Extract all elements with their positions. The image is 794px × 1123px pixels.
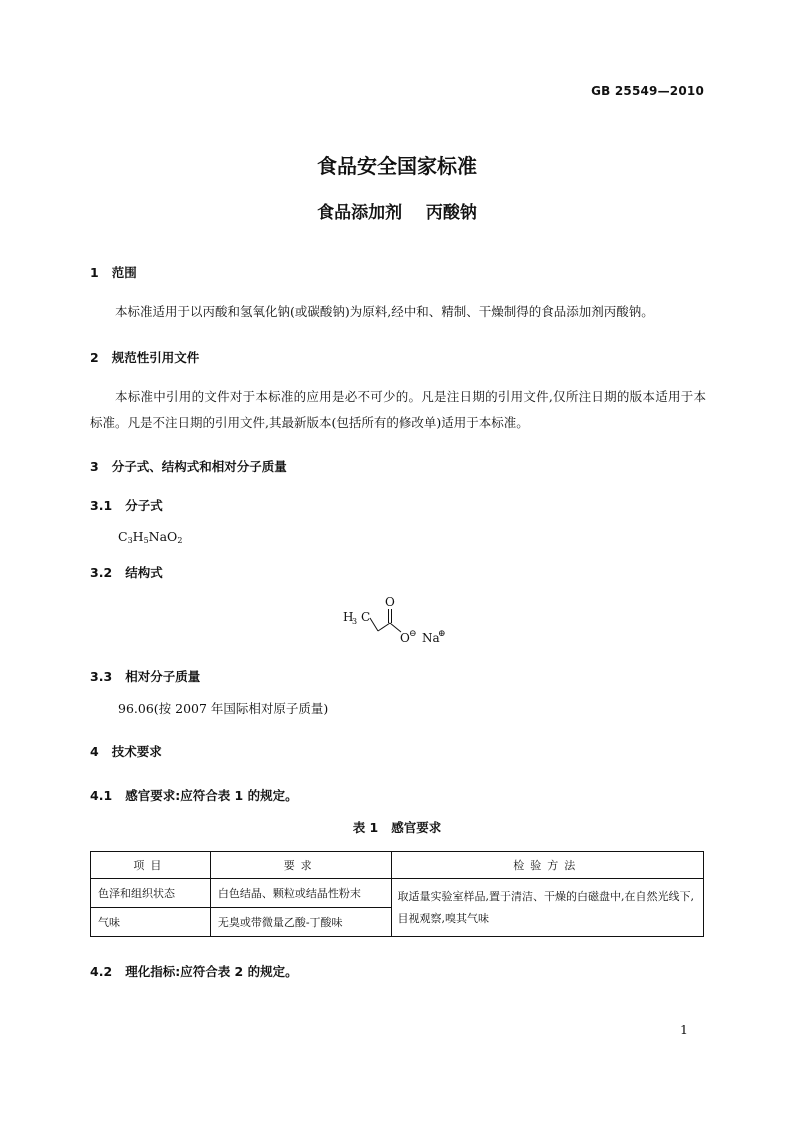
item-cell: 气味 (91, 908, 211, 937)
header-test-method: 检验方法 (391, 852, 703, 879)
table-1-caption: 表 1 感官要求 (352, 820, 442, 835)
bond-methyl-methylene (370, 618, 378, 631)
bond-carboxyl-oxygen (390, 623, 401, 632)
bond-methylene-carboxyl (378, 623, 390, 631)
structural-formula (340, 595, 450, 655)
sensory-requirements-table (90, 851, 704, 937)
page-number: 1 (680, 1022, 688, 1037)
standard-code: GB 25549—2010 (591, 84, 704, 98)
carbonyl-oxygen-label: O (385, 595, 395, 609)
negative-charge-icon: ⊖ (409, 629, 417, 639)
section-3-3-heading: 3.3 相对分子质量 (90, 669, 201, 684)
molecular-mass-value: 96.06(按 2007 年国际相对原子质量) (118, 701, 329, 716)
test-method-cell: 取适量实验室样品,置于清洁、干燥的白磁盘中,在自然光线下,目视观察,嗅其气味 (391, 879, 703, 937)
header-requirement: 要求 (210, 852, 391, 879)
header-item: 项目 (91, 852, 211, 879)
document-subtitle: 食品添加剂 丙酸钠 (317, 203, 477, 223)
sodium-label: Na (422, 631, 440, 645)
table-row (91, 879, 704, 908)
requirement-cell: 无臭或带微量乙酸-丁酸味 (210, 908, 391, 937)
methyl-subscript: 3 (352, 617, 358, 626)
positive-charge-icon: ⊕ (438, 629, 446, 639)
section-1-heading: 1 范围 (90, 265, 137, 280)
molecular-formula: $C_3H_5NaO_2$ (118, 529, 183, 545)
section-4-2-heading: 4.2 理化指标:应符合表 2 的规定。 (90, 964, 298, 979)
section-4-heading: 4 技术要求 (90, 744, 162, 759)
item-cell: 色泽和组织状态 (91, 879, 211, 908)
carboxylate-oxygen-label: O (400, 631, 410, 645)
section-2-heading: 2 规范性引用文件 (90, 350, 200, 365)
section-3-1-heading: 3.1 分子式 (90, 498, 163, 513)
section-4-1-heading: 4.1 感官要求:应符合表 1 的规定。 (90, 788, 298, 803)
section-1-text: 本标准适用于以丙酸和氢氧化钠(或碳酸钠)为原料,经中和、精制、干燥制得的食品添加剂丙酸钠。 (115, 304, 654, 319)
table-header-row (91, 852, 704, 879)
section-3-2-heading: 3.2 结构式 (90, 565, 163, 580)
requirement-cell: 白色结晶、颗粒或结晶性粉末 (210, 879, 391, 908)
methyl-c-label: C (361, 610, 371, 624)
section-2-text: 本标准中引用的文件对于本标准的应用是必不可少的。凡是注日期的引用文件,仅所注日期的版本适用于本标准。凡是不注日期的引用文件,其最新版本(包括所有的修改单)适用于本标准。 (90, 389, 706, 430)
document-title: 食品安全国家标准 (317, 154, 477, 178)
section-3-heading: 3 分子式、结构式和相对分子质量 (90, 459, 287, 474)
methyl-h-label: H (343, 610, 354, 624)
